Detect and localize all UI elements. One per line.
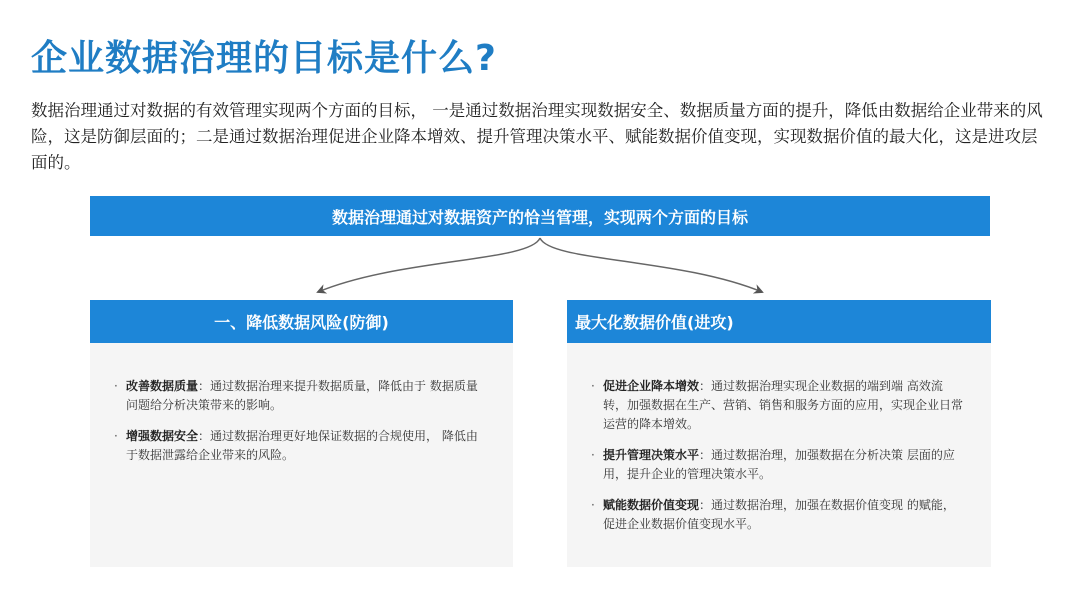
list-item [591, 446, 963, 484]
offense-panel [567, 300, 991, 567]
page-title: 企业数据治理的目标是什么? [31, 38, 497, 79]
defense-panel-title: 一、降低数据风险(防御) [214, 313, 389, 332]
item-text: ：通过数据治理实现企业数据的端到端 高效流转，加强数据在生产、营销、销售和服务方面的应用，实现企业日常运营的降本增效。 [603, 379, 964, 431]
bullet-icon: · [591, 379, 595, 393]
list-item [114, 427, 485, 465]
offense-panel-heading [567, 300, 991, 343]
arrow-to-defense [318, 238, 540, 292]
item-text: ：通过数据治理更好地保证数据的合规使用， 降低由于数据泄露给企业带来的风险。 [126, 429, 478, 462]
item-text: ：通过数据治理，加强数据在分析决策 层面的应用，提升企业的管理决策水平。 [603, 448, 955, 481]
item-text: ：通过数据治理，加强在数据价值变现 的赋能，促进企业数据价值变现水平。 [603, 498, 955, 531]
bullet-icon: · [591, 448, 595, 462]
item-term: 赋能数据价值变现 [603, 498, 700, 512]
item-term: 改善数据质量 [126, 379, 199, 393]
item-text: ：通过数据治理来提升数据质量，降低由于 数据质量问题给分析决策带来的影响。 [126, 379, 478, 412]
offense-panel-title: 最大化数据价值(进攻) [575, 313, 734, 332]
defense-list [90, 343, 513, 465]
item-term: 提升管理决策水平 [603, 448, 700, 462]
bullet-icon: · [114, 429, 118, 443]
list-item [591, 496, 963, 534]
list-item [591, 377, 964, 434]
bullet-icon: · [114, 379, 118, 393]
item-term: 增强数据安全 [126, 429, 199, 443]
goal-banner [90, 196, 990, 236]
intro-paragraph: 数据治理通过对数据的有效管理实现两个方面的目标， 一是通过数据治理实现数据安全、数据质量方面的提升，降低由数据给企业带来的风险，这是防御层面的；二是通过数据治理促进企业降本增效、提升管理决策水平、赋能数据价值变现，实现数据价值的最大化，这是进攻层面的。 [31, 101, 1043, 172]
bullet-icon: · [591, 498, 595, 512]
defense-panel [90, 300, 513, 567]
item-term: 促进企业降本增效 [603, 379, 700, 393]
goal-banner-label: 数据治理通过对数据资产的恰当管理，实现两个方面的目标 [331, 207, 748, 227]
offense-list [567, 343, 991, 534]
arrow-to-offense [540, 238, 762, 292]
list-item [114, 377, 485, 415]
defense-panel-heading [90, 300, 513, 343]
